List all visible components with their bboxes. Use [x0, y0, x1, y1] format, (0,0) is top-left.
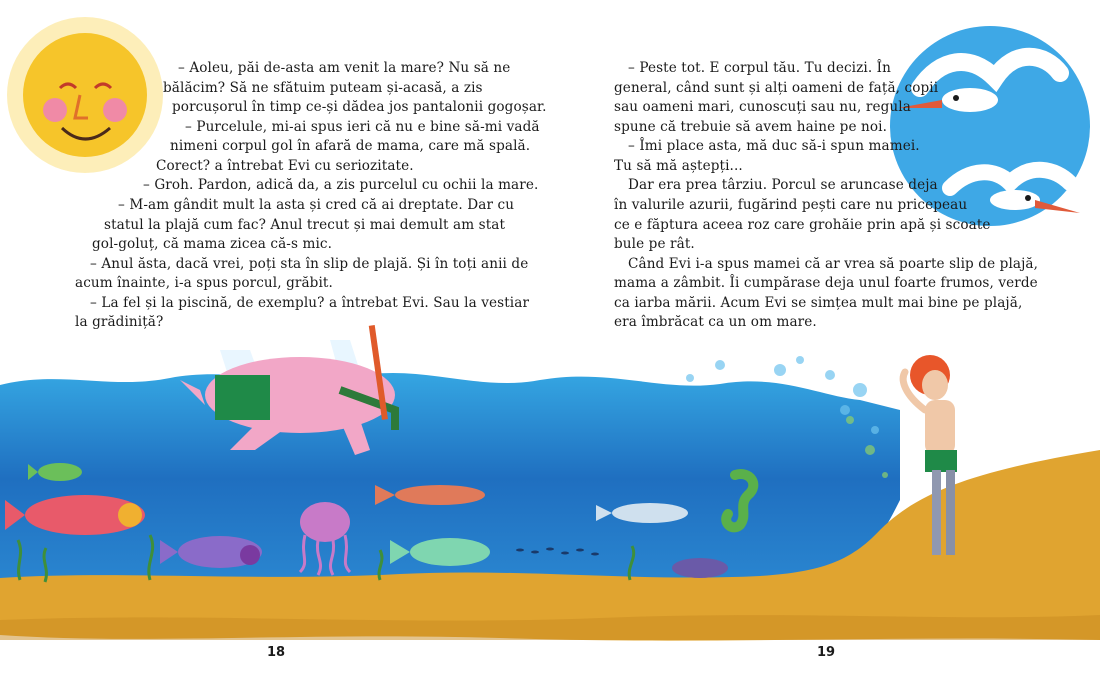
page-number: 18: [267, 645, 286, 660]
text-line: – Purcelule, mi-ai spus ieri că nu e bine să-mi vadă: [185, 119, 540, 135]
text-line: mama a zâmbit. Îi cumpărase deja unul foarte frumos, verde: [614, 275, 1038, 291]
text-line: gol-goluț, că mama zicea că-s mic.: [92, 236, 333, 252]
text-line: porcușorul în timp ce-și dădea jos pantalonii gogoșar.: [172, 99, 547, 115]
text-line: era îmbrăcat ca un om mare.: [614, 314, 817, 330]
text-line: în valurile azurii, fugărind pești care nu pricepeau: [614, 197, 968, 213]
text-line: ce e făptura aceea roz care grohăie prin apă și scoate: [614, 217, 991, 233]
text-line: – Aoleu, păi de-asta am venit la mare? Nu să ne: [178, 60, 511, 76]
text-line: Dar era prea târziu. Porcul se aruncase deja: [628, 177, 938, 193]
text-line: general, când sunt și alți oameni de față, copii: [614, 80, 939, 96]
text-line: nimeni corpul gol în afară de mama, care mă spală.: [170, 138, 531, 154]
text-line: Corect? a întrebat Evi cu seriozitate.: [156, 158, 414, 174]
text-line: – La fel și la piscină, de exemplu? a întrebat Evi. Sau la vestiar: [90, 295, 530, 311]
text-line: – Groh. Pardon, adică da, a zis purcelul cu ochii la mare.: [143, 177, 539, 193]
text-line: ca iarba mării. Acum Evi se simțea mult mai bine pe plajă,: [614, 295, 1023, 311]
page-number: 19: [817, 645, 836, 660]
text-line: – Îmi place asta, mă duc să-i spun mamei.: [628, 138, 920, 154]
right-page: [550, 0, 1100, 700]
text-line: acum înainte, i-a spus porcul, grăbit.: [75, 275, 333, 291]
text-line: – Peste tot. E corpul tău. Tu decizi. În: [628, 60, 892, 76]
text-line: Tu să mă aștepți...: [614, 158, 743, 174]
text-line: statul la plajă cum fac? Anul trecut și mai demult am stat: [104, 217, 506, 233]
text-line: sau oameni mari, cunoscuți sau nu, regula: [614, 99, 911, 115]
text-line: Când Evi i-a spus mamei că ar vrea să poarte slip de plajă,: [628, 256, 1039, 272]
text-line: – M-am gândit mult la asta și cred că ai dreptate. Dar cu: [118, 197, 515, 213]
text-line: la grădiniță?: [75, 314, 164, 330]
text-line: – Anul ăsta, dacă vrei, poți sta în slip de plajă. Și în toți anii de: [90, 256, 529, 272]
text-line: bălăcim? Să ne sfătuim puteam și-acasă, a zis: [163, 80, 483, 96]
text-line: bule pe rât.: [614, 236, 695, 252]
text-line: spune că trebuie să avem haine pe noi.: [614, 119, 888, 135]
